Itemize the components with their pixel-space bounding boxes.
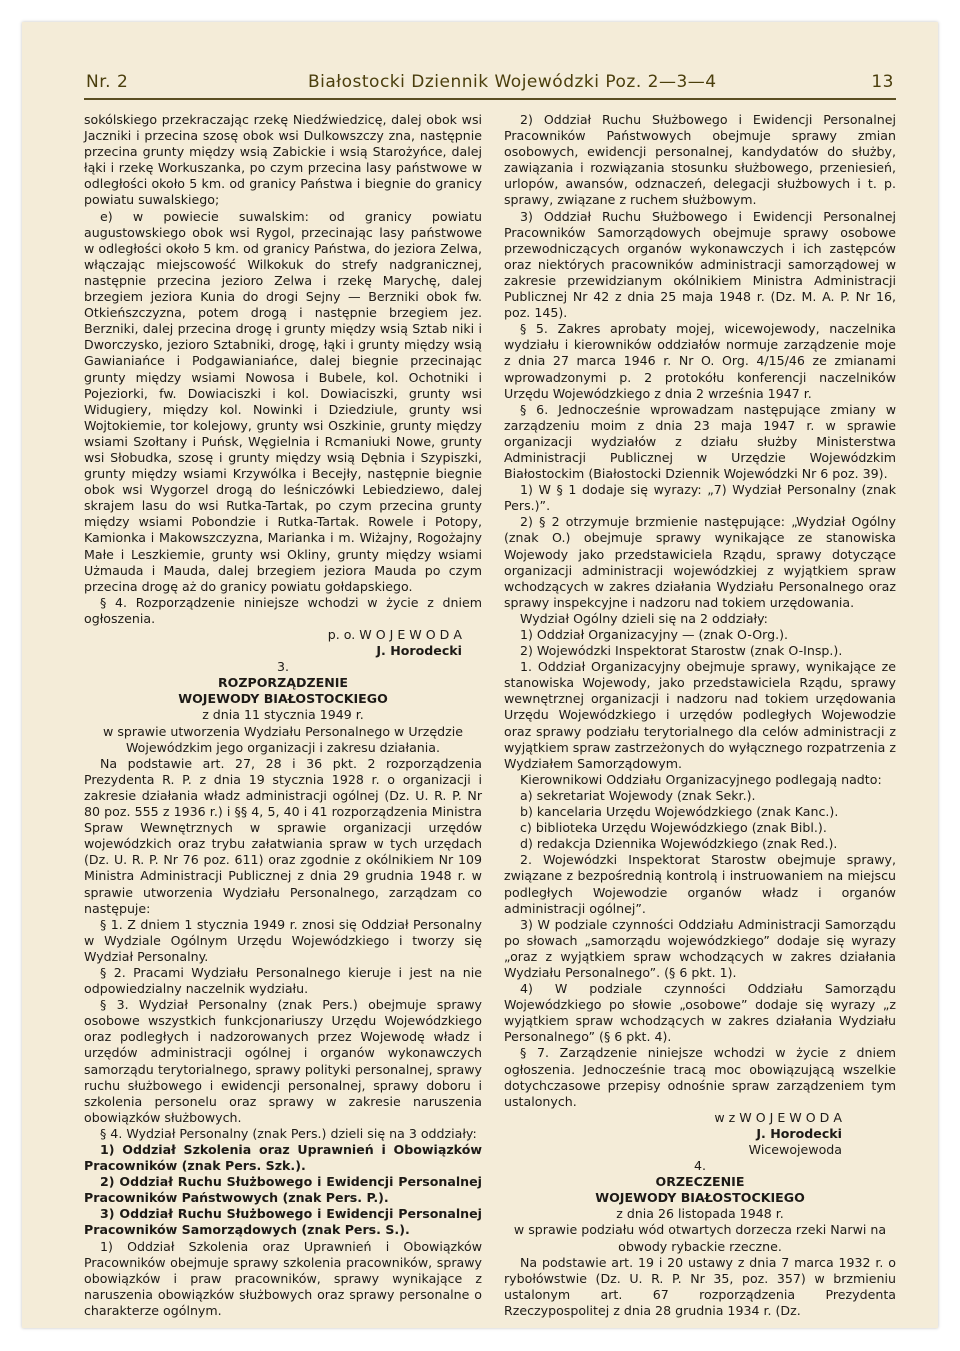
paragraph: Na podstawie art. 19 i 20 ustawy z dnia 7 marca 1932 r. o rybołówstwie (Dz. U. R. P. Nr 35, poz. 357) w brzmieniu ustalonym art. 67 rozporządzenia Prezydenta Rzeczypospolitej z dnia 28 grudnia 1934 r. (Dz. <box>504 1254 896 1318</box>
paragraph: c) biblioteka Urzędu Wojewódzkiego (znak Bibl.). <box>520 820 827 836</box>
paragraph: d) redakcja Dziennika Wojewódzkiego (znak Red.). <box>520 836 838 852</box>
paragraph: § 5. Zakres aprobaty mojej, wicewojewody, naczelnika wydziału i kierowników oddziałów normuje zarządzenie moje z dnia 27 marca 1946 r. Nr O. Org. 4/15/46 ze zmianami wprowadzonymi p. 2 protokółu konferencji naczelników Urzędu Wojewódzkiego z dnia 2 września 1947 r. <box>504 321 896 401</box>
paragraph: § 6. Jednocześnie wprowadzam następujące zmiany w zarządzeniu moim z dnia 23 maja 1947 r. w sprawie organizacji wydziałów z działu służby Ministerstwa Administracji Publicznej w Urzędzie Wojewódzkim Białostockim (Białostocki Dziennik Wojewódzki Nr 6 poz. 39). <box>504 401 896 482</box>
paragraph: 3) Oddział Ruchu Służbowego i Ewidencji Personalnej Pracowników Samorządowych obejmuje sprawy osobowe przewodniczących organów wykonawczych i ich zastępców oraz niektórych pracowników administracji samorządowej w zakresie przewidzianym okólnikiem Ministra Administracji Publicznej Nr 42 z dnia 25 maja 1948 r. (Dz. M. A. P. Nr 16, poz. 145). <box>504 208 896 321</box>
paragraph: sokólskiego przekraczając rzekę Niedźwiedzicę, dalej obok wsi Jaczniki i przecina szosę obok wsi Dulkowszczy zna, następnie przecina grunty między wsią Zabickie i wsią Starożyńce, dalej łąki i rzekę Workuszanka, po czym przecina lasy państwowe w odległości około 5 km. od granicy Państwa i biegnie do granicy powiatu suwalskiego; <box>84 112 482 208</box>
paragraph: 3) Oddział Ruchu Służbowego i Ewidencji Personalnej Pracowników Samorządowych (znak Pers. S.). <box>84 1206 482 1238</box>
document-heading: WOJEWODY BIAŁOSTOCKIEGO <box>595 1190 805 1206</box>
document-date: z dnia 26 listopada 1948 r. <box>616 1206 784 1222</box>
paragraph: § 3. Wydział Personalny (znak Pers.) obejmuje sprawy osobowe wszystkich funkcjonariuszy Urzędu Wojewódzkiego oraz podległych i nadzorowanych przez Wojewodę władz i urzędów administracji ogólnej i organów wykonawczych samorządu terytorialnego, sprawy polityki personalnej, sprawy ruchu służbowego i ewidencji personalnej, sprawy doboru i szkolenia personelu oraz sprawy w zakresie naruszenia obowiązków służbowych. <box>84 997 482 1125</box>
signature-line: w z W O J E W O D A <box>714 1109 842 1125</box>
left-column <box>84 112 482 1319</box>
paragraph: § 1. Z dniem 1 stycznia 1949 r. znosi się Oddział Personalny w Wydziale Ogólnym Urzędu Wojewódzkiego i tworzy się Wydział Personalny. <box>84 916 482 964</box>
paragraph: 1) Oddział Szkolenia oraz Uprawnień i Obowiązków Pracowników obejmuje sprawy szkolenia pracowników, sprawy obowiązków i praw pracowników, sprawy wynikające z naruszenia obowiązków służbowych oraz sprawy personalne o charakterze ogólnym. <box>84 1238 482 1318</box>
issue-number: Nr. 2 <box>86 72 129 92</box>
paragraph: 2) Oddział Ruchu Służbowego i Ewidencji Personalnej Pracowników Państwowych obejmuje sprawy zmian osobowych, ewidencji personalnej, kandydatów do służby, zawiązania i rozwiązania stosunku służbowego, przeniesień, urlopów, awansów, odznaczeń, delegacji służbowych i t. p. sprawy, związane z ruchem służbowym. <box>504 112 896 208</box>
paragraph: 1) W § 1 dodaje się wyrazy: „7) Wydział Personalny (znak Pers.)”. <box>504 482 896 514</box>
paragraph: 4) W podziale czynności Oddziału Samorządu Wojewódzkiego po słowie „osobowe” dodaje się wyrazy „z wyjątkiem spraw wchodzących w zakres działania Wydziału Personalnego” (§ 6 pkt. 4). <box>504 981 896 1045</box>
document-heading: ORZECZENIE <box>655 1174 745 1190</box>
paragraph: 3) W podziale czynności Oddziału Administracji Samorządu po słowach „samorządu wojewódzkiego” dodaje się wyrazy „oraz z wyjątkiem spraw wchodzących w zakres działania Wydziału Personalnego”. (§ 6 pkt. 1). <box>504 916 896 980</box>
header-rule <box>84 98 896 100</box>
signature-line: p. o. W O J E W O D A <box>327 627 462 642</box>
paragraph: Na podstawie art. 27, 28 i 36 pkt. 2 rozporządzenia Prezydenta R. P. z dnia 19 stycznia 1928 r. o organizacji i zakresie działania władz administracji ogólnej (Dz. U. R. P. Nr 80 poz. 555 z 1936 r.) i §§ 4, 5, 40 i 41 rozporządzenia Ministra Spraw Wewnętrznych w sprawie organizacji urzędów wojewódzkich oraz trybu załatwiania spraw w tych urzędach (Dz. U. R. P. Nr 76 poz. 611) oraz zgodnie z okólnikiem Nr 109 Ministra Administracji Publicznej z dnia 29 grudnia 1948 r. w sprawie utworzenia Wydziału Personalnego, zarządzam co następuje: <box>84 755 482 916</box>
signature-role: Wicewojewoda <box>748 1142 842 1157</box>
item-number: 4. <box>693 1158 707 1174</box>
paragraph: 2. Wojewódzki Inspektorat Starostw obejmuje sprawy, związane z bezpośrednią kontrolą i instruowaniem na miejscu podległych Wojewodzie organów władz i organów administracji ogólnej”. <box>504 852 896 916</box>
page-header <box>86 72 894 96</box>
signature-name: J. Horodecki <box>376 643 462 659</box>
document-heading: ROZPORZĄDZENIE <box>217 675 349 691</box>
paragraph: a) sekretariat Wojewody (znak Sekr.). <box>520 787 756 803</box>
signature-name: J. Horodecki <box>756 1125 842 1141</box>
paragraph: e) w powiecie suwalskim: od granicy powiatu augustowskiego obok wsi Rygol, przecinając lasy państwowe w odległości około 5 km. od granicy Państwa, do jeziora Zelwa, włączając miejscowość Wilkokuk do strefy nadgranicznej, następnie przecina jezioro Zelwa i rzekę Marychę, dalej brzegiem jeziora Kunia do drogi Sejny — Berzniki obok fw. Otkieńszczyzna, potem drogą i następnie brzegiem jez. Berzniki, dalej przecina drogę i grunty między wsią Sztab niki i Dworczysko, jezioro Sztabniki, drogę, łąki i grunty między wsią Gawianiańce i Podgawianiańce, dalej biegnie przecinając grunty między wsiami Nowosa i Bubele, kol. Ochotniki i Pojeziorki, fw. Dowiaciszki i kol. Dowiaciszki, grunty wsi Widugiery, między kol. Nowinki i Dziedziule, grunty wsi Wojtokiemie, tor kolejowy, grunty wsi Oszkinie, grunty między wsiami Szołtany i Puńsk, Węgielnia i Rcmaniuki Nowe, grunty wsi Słobudka, szosę i grunty między wsią Dębnia i Szypiszki, grunty między wsiami Krzywólka i Becejły, następnie biegnie obok wsi Wygorzel drogą do leśniczówki Lebiedziewo, dalej skrajem lasu do wsi Rutka-Tartak, po czym przecina grunty między wsiami Pobondzie i Rutka-Tartak. Rowele i Potopy, Kamionka i Makowszczyzna, Marianka i m. Wiżajny, Rogożajny Małe i Leszkiemie, grunty wsi Okliny, grunty między wsiami Użmauda i Mauda, dalej brzegiem jeziora Mauda po czym przecina drogę aż do granicy powiatu gołdapskiego. <box>84 208 482 594</box>
paragraph: § 4. Rozporządzenie niniejsze wchodzi w życie z dniem ogłoszenia. <box>84 594 482 626</box>
paragraph: 2) Wojewódzki Inspektorat Starostw (znak O-Insp.). <box>520 643 843 659</box>
paragraph: b) kancelaria Urzędu Wojewódzkiego (znak Kanc.). <box>520 804 839 820</box>
paragraph: Kierownikowi Oddziału Organizacyjnego podlegają nadto: <box>520 771 882 787</box>
paragraph: Wydział Ogólny dzieli się na 2 oddziały: <box>520 610 768 626</box>
document-heading: WOJEWODY BIAŁOSTOCKIEGO <box>178 691 388 707</box>
paragraph: § 2. Pracami Wydziału Personalnego kieruje i jest na nie odpowiedzialny naczelnik wydziału. <box>84 964 482 997</box>
paragraph: 2) § 2 otrzymuje brzmienie następujące: „Wydział Ogólny (znak O.) obejmuje sprawy wynikające ze stanowiska Wojewody jako przedstawiciela Rządu, sprawy dotyczące organizacji administracji wojewódzkiej z wyjątkiem spraw wchodzących w zakres działania Wydziału Personalnego oraz sprawy inspekcyjne i nadzoru nad tokiem urzędowania. <box>504 514 896 610</box>
item-number: 3. <box>276 659 290 675</box>
document-date: z dnia 11 stycznia 1949 r. <box>202 707 364 723</box>
paragraph: § 4. Wydział Personalny (znak Pers.) dzieli się na 3 oddziały: <box>100 1125 477 1141</box>
journal-title: Białostocki Dziennik Wojewódzki Poz. 2—3—4 <box>308 72 717 92</box>
paragraph: 2) Oddział Ruchu Służbowego i Ewidencji Personalnej Pracowników Państwowych (znak Pers. P.). <box>84 1174 482 1206</box>
document-subject: w sprawie utworzenia Wydziału Personalnego w Urzędzie Wojewódzkim jego organizacji i zakresu działania. <box>103 723 463 755</box>
paragraph: 1) Oddział Organizacyjny — (znak O-Org.). <box>520 627 788 642</box>
document-subject: w sprawie podziału wód otwartych dorzecza rzeki Narwi na obwody rybackie rzeczne. <box>513 1222 887 1254</box>
page-number: 13 <box>871 72 894 92</box>
newspaper-page <box>22 22 938 1328</box>
right-column <box>504 112 896 1319</box>
paragraph: § 7. Zarządzenie niniejsze wchodzi w życie z dniem ogłoszenia. Jednocześnie tracą moc obowiązującą wszelkie dotychczasowe przepisy odnośnie spraw zarządzeniem tym ustalonych. <box>504 1045 896 1109</box>
paragraph: 1. Oddział Organizacyjny obejmuje sprawy, wynikające ze stanowiska Wojewody, jako przedstawiciela Rządu, sprawy wewnętrznej organizacji i nadzoru nad tokiem urzędowania Urzędu Wojewódzkiego i urzędów podległych Wojewodzie oraz sprawy podziału terytorialnego dla celów administracji z wyjątkiem spraw zastrzeżonych do wyłącznego rozpatrzenia z Wydziałem Samorządowym. <box>504 659 896 771</box>
paragraph: 1) Oddział Szkolenia oraz Uprawnień i Obowiązków Pracowników (znak Pers. Szk.). <box>84 1142 482 1174</box>
